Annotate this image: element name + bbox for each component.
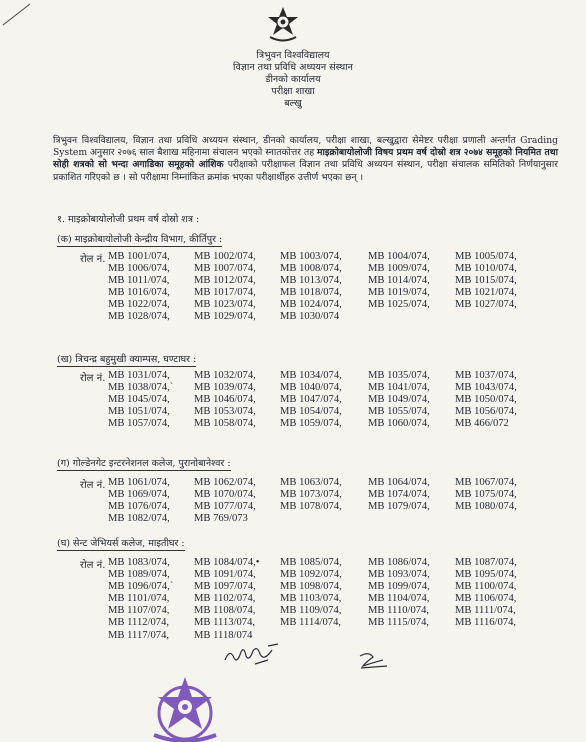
office-name: डीनको कार्यालय	[265, 74, 321, 85]
roll-number: MB 1046/074,	[194, 394, 256, 406]
place-name: बल्खु	[284, 98, 302, 109]
roll-number: MB 1011/074,	[108, 275, 170, 287]
institute-name: विज्ञान तथा प्रविधि अध्ययन संस्थान	[233, 62, 353, 73]
roll-number: MB 1117/074,	[108, 629, 170, 641]
intro-bold-text: माइक्रोबायोलोजी विषय प्रथम वर्ष दोस्रो शत्र २०७४ समूहको नियमित तथा सोही शत्रको सो भन्दा अगाडिका समूहको आंशिक	[53, 147, 558, 171]
roll-number: MB 1055/074,	[368, 406, 430, 418]
roll-number-grid	[108, 370, 545, 430]
roll-number: MB 1075/074,	[455, 489, 517, 501]
roll-number: MB 1016/074,	[108, 287, 170, 299]
roll-number: MB 1049/074,	[368, 394, 430, 406]
roll-number: MB 1083/074,	[108, 557, 170, 568]
roll-number: MB 1037/074,	[455, 370, 517, 381]
roll-number: MB 1039/074,	[194, 382, 256, 394]
roll-number: MB 1093/074,	[368, 569, 430, 581]
roll-number: MB 466/072	[455, 418, 509, 430]
roll-number: MB 1034/074,	[280, 370, 342, 381]
roll-number: MB 1113/074,	[194, 617, 256, 629]
roll-number: MB 1106/074,	[455, 593, 517, 605]
college-name: (घ) सेन्ट जेभियर्स कलेज, माइतीघर :	[57, 538, 185, 549]
office-stamp	[140, 665, 230, 742]
roll-label: रोल नं.	[80, 373, 106, 384]
roll-number: MB 1004/074,	[368, 251, 430, 262]
roll-number: MB 1114/074,	[280, 617, 342, 629]
roll-number: MB 1056/074,	[455, 406, 517, 418]
roll-number: MB 1017/074,	[194, 287, 256, 299]
roll-number: MB 1045/074,	[108, 394, 170, 406]
roll-number-grid	[108, 251, 545, 324]
signature-left	[222, 642, 282, 668]
roll-number: MB 1014/074,	[368, 275, 430, 287]
roll-number: MB 1115/074,	[368, 617, 430, 629]
roll-number: MB 1104/074,	[368, 593, 430, 605]
roll-number: MB 1058/074,	[194, 418, 256, 430]
roll-number: MB 1009/074,	[368, 263, 430, 275]
roll-number: MB 1032/074,	[194, 370, 256, 381]
roll-number: MB 1031/074,	[108, 370, 170, 381]
roll-number: MB 1002/074,	[194, 251, 256, 262]
roll-number: MB 1043/074,	[455, 382, 517, 394]
roll-number: MB 1005/074,	[455, 251, 517, 262]
roll-number: MB 1103/074,	[280, 593, 342, 605]
roll-number: MB 1038/074,`	[108, 382, 174, 394]
roll-number: MB 1010/074,	[455, 263, 517, 275]
roll-number: MB 1112/074,	[108, 617, 170, 629]
roll-number: MB 1069/074,	[108, 489, 170, 501]
roll-number: MB 1079/074,	[368, 501, 430, 513]
roll-number: MB 1001/074,	[108, 251, 170, 262]
roll-number: MB 1100/074,	[455, 581, 517, 593]
college-heading	[57, 352, 196, 365]
intro-paragraph	[53, 135, 558, 184]
roll-number: MB 769/073	[194, 513, 248, 525]
roll-number: MB 1111/074,	[455, 605, 516, 617]
roll-number: MB 1067/074,	[455, 477, 517, 488]
roll-number: MB 1051/074,	[108, 406, 170, 418]
roll-number: MB 1107/074,	[108, 605, 170, 617]
roll-number: MB 1097/074,	[194, 581, 256, 593]
section-name: परीक्षा शाखा	[271, 86, 315, 97]
roll-number: MB 1047/074,	[280, 394, 342, 406]
roll-number: MB 1018/074,	[280, 287, 342, 299]
roll-number: MB 1007/074,	[194, 263, 256, 275]
pen-mark	[2, 2, 32, 26]
roll-number: MB 1102/074,	[194, 593, 256, 605]
university-name: त्रिभुवन विश्वविद्यालय	[256, 50, 330, 61]
roll-number: MB 1098/074,	[280, 581, 342, 593]
roll-number: MB 1012/074,	[194, 275, 256, 287]
roll-number: MB 1062/074,	[194, 477, 256, 488]
roll-number: MB 1080/074,	[455, 501, 517, 513]
roll-number: MB 1108/074,	[194, 605, 256, 617]
roll-number: MB 1061/074,	[108, 477, 170, 488]
roll-number: MB 1101/074,	[108, 593, 170, 605]
intro-text-1: त्रिभुवन विश्वविद्यालय, विज्ञान तथा प्रविधि अध्ययन संस्थान, डीनको कार्यालय, परीक्षा शाखा, बल्खुद्वारा सेमेष्टर परीक्षा प्रणाली अन्तर्गत Grading System अनुसार २०७६ साल बैशाख महिनामा संचालन भएको स्नातकोत्तर तह	[53, 135, 558, 159]
roll-number: MB 1028/074,	[108, 311, 170, 323]
roll-number-grid	[108, 477, 545, 525]
college-heading	[57, 536, 185, 549]
roll-number: MB 1073/074,	[280, 489, 342, 501]
roll-number: MB 1013/074,	[280, 275, 342, 287]
roll-number: MB 1074/074,	[368, 489, 430, 501]
college-name: (ग) गोल्डेनगेट इन्टरनेशनल कलेज, पुरानोबानेश्वर :	[57, 458, 231, 469]
roll-number: MB 1060/074,	[368, 418, 430, 430]
roll-number: MB 1092/074,	[280, 569, 342, 581]
section-title: १. माइक्रोबायोलोजी प्रथम वर्ष दोस्रो शत्र :	[57, 214, 200, 225]
roll-number: MB 1064/074,	[368, 477, 430, 488]
roll-number: MB 1082/074,	[108, 513, 170, 525]
roll-number: MB 1019/074,	[368, 287, 430, 299]
roll-number: MB 1027/074,	[455, 299, 517, 311]
college-name: (क) माइक्रोबायोलोजी केन्द्रीय विभाग, कीर्तिपुर :	[57, 234, 223, 245]
roll-number: MB 1118/074	[194, 629, 253, 641]
roll-number: MB 1070/074,	[194, 489, 256, 501]
roll-number: MB 1089/074,	[108, 569, 170, 581]
college-heading	[57, 232, 222, 245]
roll-label: रोल नं.	[80, 480, 106, 491]
roll-number: MB 1099/074,	[368, 581, 430, 593]
roll-number: MB 1077/074,	[194, 501, 256, 513]
roll-number: MB 1057/074,	[108, 418, 170, 430]
roll-number: MB 1021/074,	[455, 287, 517, 299]
roll-number: MB 1040/074,	[280, 382, 342, 394]
roll-number: MB 1076/074,	[108, 501, 170, 513]
roll-number: MB 1029/074,	[194, 311, 256, 323]
roll-number: MB 1078/074,	[280, 501, 342, 513]
roll-number: MB 1003/074,	[280, 251, 342, 262]
roll-number: MB 1008/074,	[280, 263, 342, 275]
roll-number: MB 1050/074,	[455, 394, 517, 406]
roll-number: MB 1085/074,	[280, 557, 342, 568]
roll-number: MB 1059/074,	[280, 418, 342, 430]
roll-label: रोल नं.	[80, 560, 106, 571]
roll-number: MB 1096/074,`	[108, 581, 174, 593]
roll-number: MB 1041/074,	[368, 382, 430, 394]
intro-text-2: परीक्षाको परीक्षाफल विज्ञान तथा प्रविधि अध्ययन संस्थान, परीक्षा संचालक समितिको निर्णयानुसार प्रकाशित गरिएको छ । सो परीक्षामा निम्नांकित क्रमांक भएका परीक्षार्थीहरु उत्तीर्ण भएका छन् ।	[53, 159, 558, 183]
roll-number: MB 1035/074,	[368, 370, 430, 381]
college-name: (ख) त्रिचन्द्र बहुमुखी क्याम्पस, घण्टाघर :	[57, 354, 197, 365]
roll-number: MB 1063/074,	[280, 477, 342, 488]
roll-number-grid	[108, 557, 545, 642]
roll-number: MB 1054/074,	[280, 406, 342, 418]
roll-number: MB 1024/074,	[280, 299, 342, 311]
roll-number: MB 1053/074,	[194, 406, 256, 418]
roll-number: MB 1110/074,	[368, 605, 430, 617]
roll-label: रोल नं.	[80, 254, 106, 265]
roll-number: MB 1023/074,	[194, 299, 256, 311]
roll-number: MB 1030/074	[280, 311, 340, 323]
roll-number: MB 1006/074,	[108, 263, 170, 275]
roll-number: MB 1084/074,•	[194, 557, 260, 568]
roll-number: MB 1091/074,	[194, 569, 256, 581]
signature-right	[357, 648, 391, 670]
university-emblem-icon	[262, 6, 304, 44]
roll-number: MB 1086/074,	[368, 557, 430, 568]
roll-number: MB 1095/074,	[455, 569, 517, 581]
roll-number: MB 1109/074,	[280, 605, 342, 617]
roll-number: MB 1025/074,	[368, 299, 430, 311]
roll-number: MB 1087/074,	[455, 557, 517, 568]
roll-number: MB 1022/074,	[108, 299, 170, 311]
college-heading	[57, 456, 231, 469]
roll-number: MB 1116/074,	[455, 617, 517, 629]
roll-number: MB 1015/074,	[455, 275, 517, 287]
